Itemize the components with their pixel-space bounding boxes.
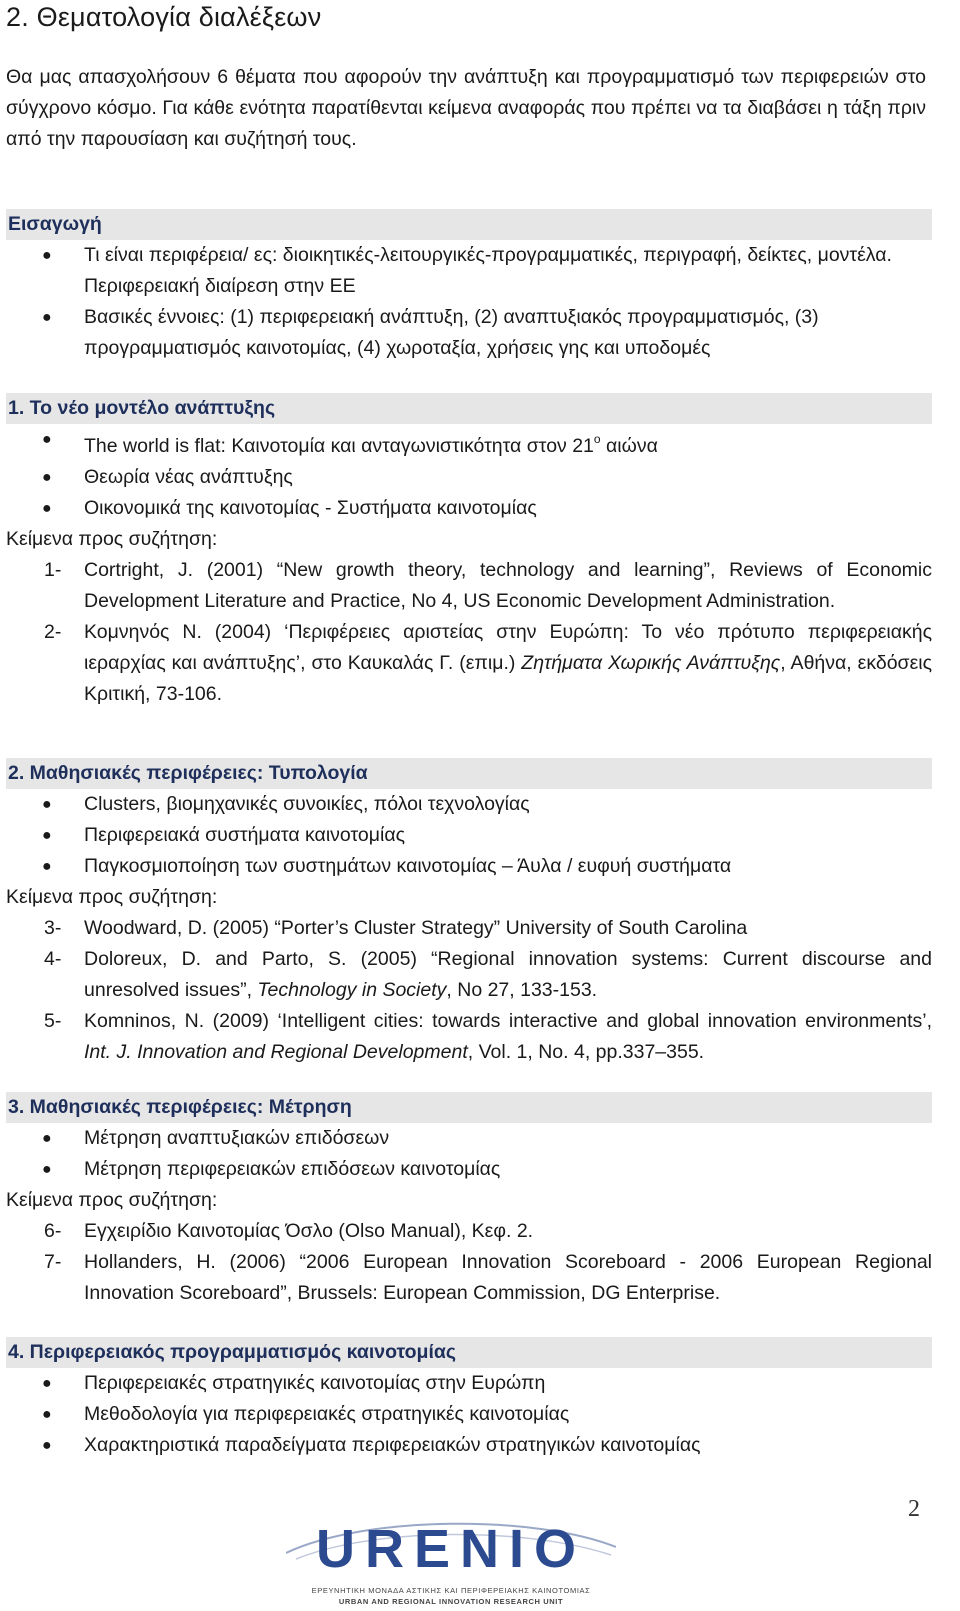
list-item: ● Οικονομικά της καινοτομίας - Συστήματα καινοτομίας (6, 493, 932, 524)
list-item: ● Τι είναι περιφέρεια/ ες: διοικητικές-λειτουργικές-προγραμματικές, περιγραφή, δείκτες, μοντέλα. Περιφερειακή διαίρεση στην ΕΕ (6, 240, 932, 302)
intro-paragraph: Θα μας απασχολήσουν 6 θέματα που αφορούν την ανάπτυξη και προγραμματισμό των περιφερειών στο σύγχρονο κόσμο. Για κάθε ενότητα παρατίθενται κείμενα αναφοράς που πρέπει να τα διαβάσει η τάξη πριν από την παρουσίαση και συζήτησή τους. (6, 66, 926, 150)
bullet-list (6, 1368, 932, 1461)
list-item: ● Χαρακτηριστικά παραδείγματα περιφερειακών στρατηγικών καινοτομίας (6, 1430, 932, 1461)
list-item: ● Μεθοδολογία για περιφερειακές στρατηγικές καινοτομίας (6, 1399, 932, 1430)
list-item: ● Μέτρηση αναπτυξιακών επιδόσεων (6, 1123, 932, 1154)
bullet-icon: ● (42, 1437, 52, 1454)
section-regional-innovation-planning (6, 1337, 932, 1461)
urenio-logo (286, 1497, 616, 1609)
superscript: ο (593, 432, 601, 446)
section-learning-regions-typology (6, 758, 932, 1068)
discussion-label: Κείμενα προς συζήτηση: (6, 1189, 218, 1211)
bullet-icon: ● (42, 1130, 52, 1147)
bullet-icon: ● (42, 309, 52, 326)
section-title: 2. Μαθησιακές περιφέρειες: Τυπολογία (6, 758, 932, 789)
section-title: 1. Το νέο μοντέλο ανάπτυξης (6, 393, 932, 424)
bullet-icon: ● (42, 827, 52, 844)
bullet-list (6, 240, 932, 364)
reference-item: 7- Hollanders, H. (2006) “2006 European Innovation Scoreboard - 2006 European Regional Innovation Scoreboard”, Brussels: European Commission, DG Enterprise. (44, 1251, 932, 1304)
logo-subtitle-english: URBAN AND REGIONAL INNOVATION RESEARCH UNIT (338, 1597, 564, 1606)
bullet-icon: ● (42, 500, 52, 517)
reference-item: 3- Woodward, D. (2005) “Porter’s Cluster Strategy” University of South Carolina (44, 917, 748, 939)
list-item: ● Μέτρηση περιφερειακών επιδόσεων καινοτομίας (6, 1154, 932, 1185)
reference-item: 1- Cortright, J. (2001) “New growth theory, technology and learning”, Reviews of Economic Development Literature and Practice, No 4, US Economic Development Administration. (44, 559, 932, 612)
section-title: 4. Περιφερειακός προγραμματισμός καινοτομίας (6, 1337, 932, 1368)
reference-item: 6- Εγχειρίδιο Καινοτομίας Όσλο (Olso Manual), Κεφ. 2. (44, 1220, 534, 1242)
reference-item: 5- Komninos, N. (2009) ‘Intelligent cities: towards interactive and global innovation environments’, Int. J. Innovation and Regional Development, Vol. 1, No. 4, pp.337–355. (44, 1010, 932, 1063)
discussion-label: Κείμενα προς συζήτηση: (6, 886, 218, 908)
section-title: 3. Μαθησιακές περιφέρειες: Μέτρηση (6, 1092, 932, 1123)
bullet-icon: ● (42, 247, 52, 264)
logo-wordmark: URENIO (315, 1519, 587, 1579)
logo-subtitle-greek: ΕΡΕΥΝΗΤΙΚΗ ΜΟΝΑΔΑ ΑΣΤΙΚΗΣ ΚΑΙ ΠΕΡΙΦΕΡΕΙΑΚΗΣ ΚΑΙΝΟΤΟΜΙΑΣ (311, 1586, 591, 1595)
list-item: ● Θεωρία νέας ανάπτυξης (6, 462, 932, 493)
bullet-icon: ● (42, 1375, 52, 1392)
reference-list (6, 555, 932, 710)
list-item: ● Βασικές έννοιες: (1) περιφερειακή ανάπτυξη, (2) αναπτυξιακός προγραμματισμός, (3) προγραμματισμός καινοτομίας, (4) χωροταξία, χρήσεις γης και υποδομές (6, 302, 932, 364)
reference-list (6, 1216, 932, 1309)
list-item: ● Clusters, βιομηχανικές συνοικίες, πόλοι τεχνολογίας (6, 789, 932, 820)
reference-list (6, 913, 932, 1068)
bullet-icon: ● (42, 796, 52, 813)
reference-item: 2- Κομνηνός Ν. (2004) ‘Περιφέρειες αριστείας στην Ευρώπη: Το νέο πρότυπο περιφερειακής ιεραρχίας και ανάπτυξης’, στο Καυκαλάς Γ. (επιμ.) Ζητήματα Χωρικής Ανάπτυξης, Αθήνα, εκδόσεις Κριτική, 73-106. (44, 621, 932, 705)
section-new-growth-model (6, 393, 932, 710)
reference-item: 4- Doloreux, D. and Parto, S. (2005) “Regional innovation systems: Current discourse and unresolved issues”, Technology in Society, No 27, 133-153. (44, 948, 932, 1001)
page-number: 2 (908, 1496, 920, 1522)
discussion-label: Κείμενα προς συζήτηση: (6, 528, 218, 550)
section-introduction (6, 209, 932, 364)
list-item: ● Περιφερειακά συστήματα καινοτομίας (6, 820, 932, 851)
bullet-icon: ● (42, 431, 52, 448)
bullet-list (6, 789, 932, 882)
section-title: Εισαγωγή (6, 209, 932, 240)
section-learning-regions-measurement (6, 1092, 932, 1309)
list-item: ● The world is flat: Καινοτομία και ανταγωνιστικότητα στον $21^o$ αιώνα (6, 424, 932, 462)
bullet-list (6, 1123, 932, 1185)
bullet-icon: ● (42, 858, 52, 875)
bullet-icon: ● (42, 1161, 52, 1178)
list-item: ● Παγκοσμιοποίηση των συστημάτων καινοτομίας – Άυλα / ευφυή συστήματα (6, 851, 932, 882)
bullet-icon: ● (42, 469, 52, 486)
page-heading: 2. Θεματολογία διαλέξεων (6, 2, 322, 32)
bullet-icon: ● (42, 1406, 52, 1423)
bullet-list (6, 424, 932, 524)
list-item: ● Περιφερειακές στρατηγικές καινοτομίας στην Ευρώπη (6, 1368, 932, 1399)
